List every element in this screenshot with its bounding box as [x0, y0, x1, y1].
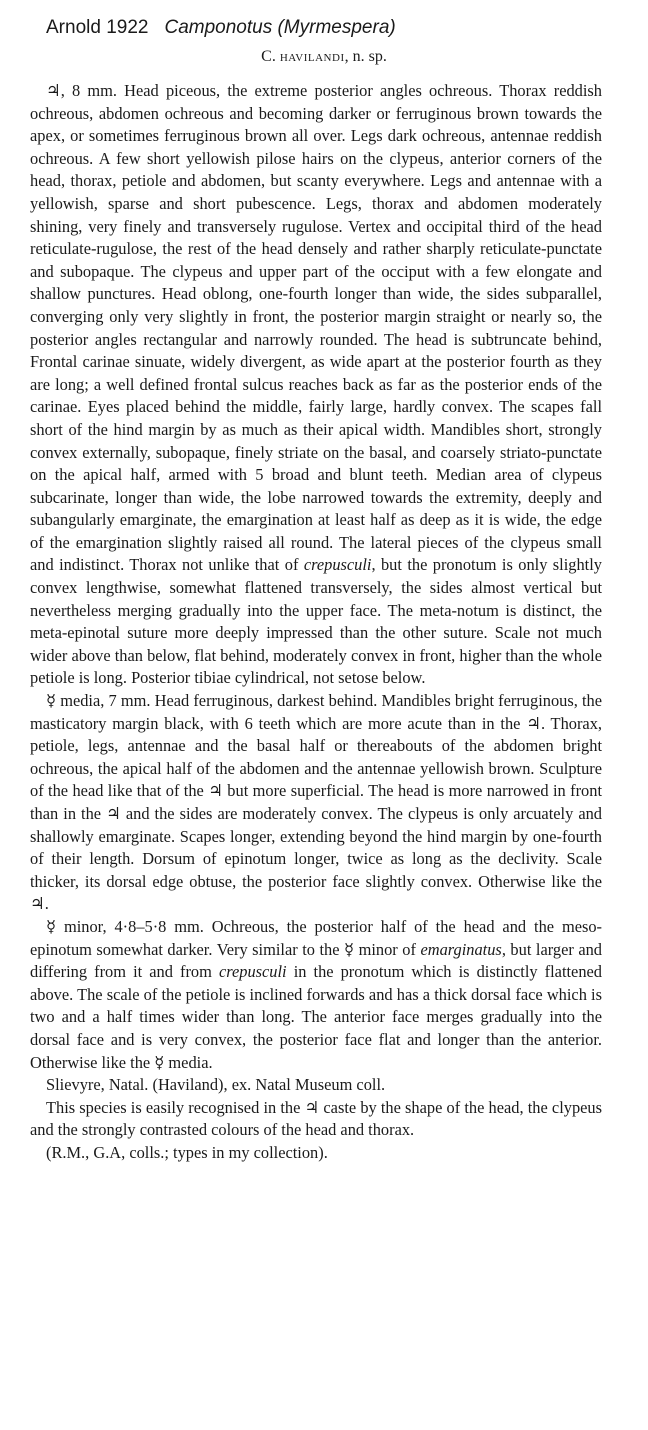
- italic-taxon: crepusculi: [303, 555, 372, 575]
- species-name: havilandi: [279, 48, 345, 65]
- running-header: [46, 17, 396, 39]
- text-segment: Slievyre, Natal. (Haviland), ex. Natal Museum coll.: [46, 1075, 386, 1095]
- text-segment: ☿ media, 7 mm. Head ferruginous, darkest behind. Mandibles bright ferruginous, the masticatory margin black, with 6 teeth which are more acute than in the ♃. Thorax, petiole, legs, antennae and the basal half or thereabouts of the abdomen bright ochreous, the apical half of the abdomen and the antennae yellowish brown. Sculpture of the head like that of the ♃ but more superficial. The head is more narrowed in front than in the ♃ and the sides are moderately convex. The clypeus is only arcuately and shallowly emarginate. Scapes longer, extending beyond the hind margin by one-fourth of their length. Dorsum of epinotum longer, twice as long as the declivity. Scale thicker, its dorsal edge obtuse, the posterior face slightly convex. Otherwise like the ♃.: [30, 691, 602, 914]
- species-title: [0, 48, 648, 66]
- italic-taxon: emarginatus: [420, 939, 502, 959]
- description-body: [30, 80, 602, 1165]
- paragraph-worker-media: [30, 690, 602, 916]
- paragraph-male: [30, 80, 602, 690]
- paragraph-locality: [30, 1074, 602, 1097]
- paragraph-collections: [30, 1142, 602, 1165]
- text-segment: , but larger and differing from it and from: [30, 939, 603, 982]
- text-segment: , but the pronotum is only slightly convex lengthwise, somewhat flattened transversely, the sides almost vertical but nevertheless merging gradually into the upper face. The meta-notum is distinct, the meta-epinotal suture more deeply impressed than the other suture. Scale not much wider above than below, flat behind, moderately convex in front, higher than the whole petiole is long. Posterior tibiae cylindrical, not setose below.: [30, 555, 602, 688]
- author-year: Arnold 1922: [46, 17, 149, 38]
- text-segment: ☿ minor, 4·8–5·8 mm. Ochreous, the posterior half of the head and the meso-epinotum somewhat darker. Very similar to the ☿ minor of: [30, 916, 602, 959]
- text-segment: (R.M., G.A, colls.; types in my collection).: [46, 1142, 328, 1162]
- italic-taxon: crepusculi: [218, 962, 287, 982]
- taxon-name: Camponotus (Myrmespera): [164, 17, 396, 38]
- text-segment: This species is easily recognised in the ♃ caste by the shape of the head, the clypeus and the strongly contrasted colours of the head and thorax.: [30, 1097, 602, 1140]
- text-segment: ♃, 8 mm. Head piceous, the extreme posterior angles ochreous. Thorax reddish ochreous, abdomen ochreous and becoming darker or ferruginous brown towards the apex, or sometimes ferruginous brown all over. Legs dark ochreous, antennae reddish ochreous. A few short yellowish pilose hairs on the clypeus, anterior corners of the head, thorax, petiole and abdomen, but scanty everywhere. Legs and antennae with a yellowish, sparse and short pubescence. Legs, thorax and abdomen moderately shining, very finely and transversely rugulose. Vertex and occipital third of the head reticulate-rugulose, the rest of the head densely and rather sharply reticulate-punctate and subopaque. The clypeus and upper part of the occiput with a few elongate and shallow punctures. Head oblong, one-fourth longer than wide, the sides subparallel, converging only very slightly in front, the posterior margin straight or nearly so, the posterior angles rectangular and narrowly rounded. The head is subtruncate behind, Frontal carinae sinuate, widely divergent, as wide apart at the posterior fourth as they are long; a well defined frontal sulcus reaches back as far as the posterior ends of the carinae. Eyes placed behind the middle, fairly large, hardly convex. The scapes fall short of the hind margin by as much as their apical width. Mandibles short, strongly convex externally, subopaque, finely striate on the basal, and coarsely striato-punctate on the apical half, armed with 5 broad and blunt teeth. Median area of clypeus subcarinate, longer than wide, the lobe narrowed towards the extremity, deeply and subangularly emarginate, the emargination at least half as deep as it is wide, the edge of the emargination slightly raised all round. The lateral pieces of the clypeus small and indistinct. Thorax not unlike that of: [30, 81, 602, 575]
- title-suffix: , n. sp.: [344, 48, 387, 65]
- paragraph-diagnosis: [30, 1097, 602, 1142]
- paragraph-worker-minor: [30, 916, 602, 1074]
- text-segment: in the pronotum which is distinctly flattened above. The scale of the petiole is inclined forwards and has a thick dorsal face which is two and a half times wider than long. The anterior face merges gradually into the dorsal face and is very convex, the posterior face flat and longer than the anterior. Otherwise like the ☿ media.: [30, 962, 602, 1072]
- genus-abbrev: C.: [261, 48, 276, 65]
